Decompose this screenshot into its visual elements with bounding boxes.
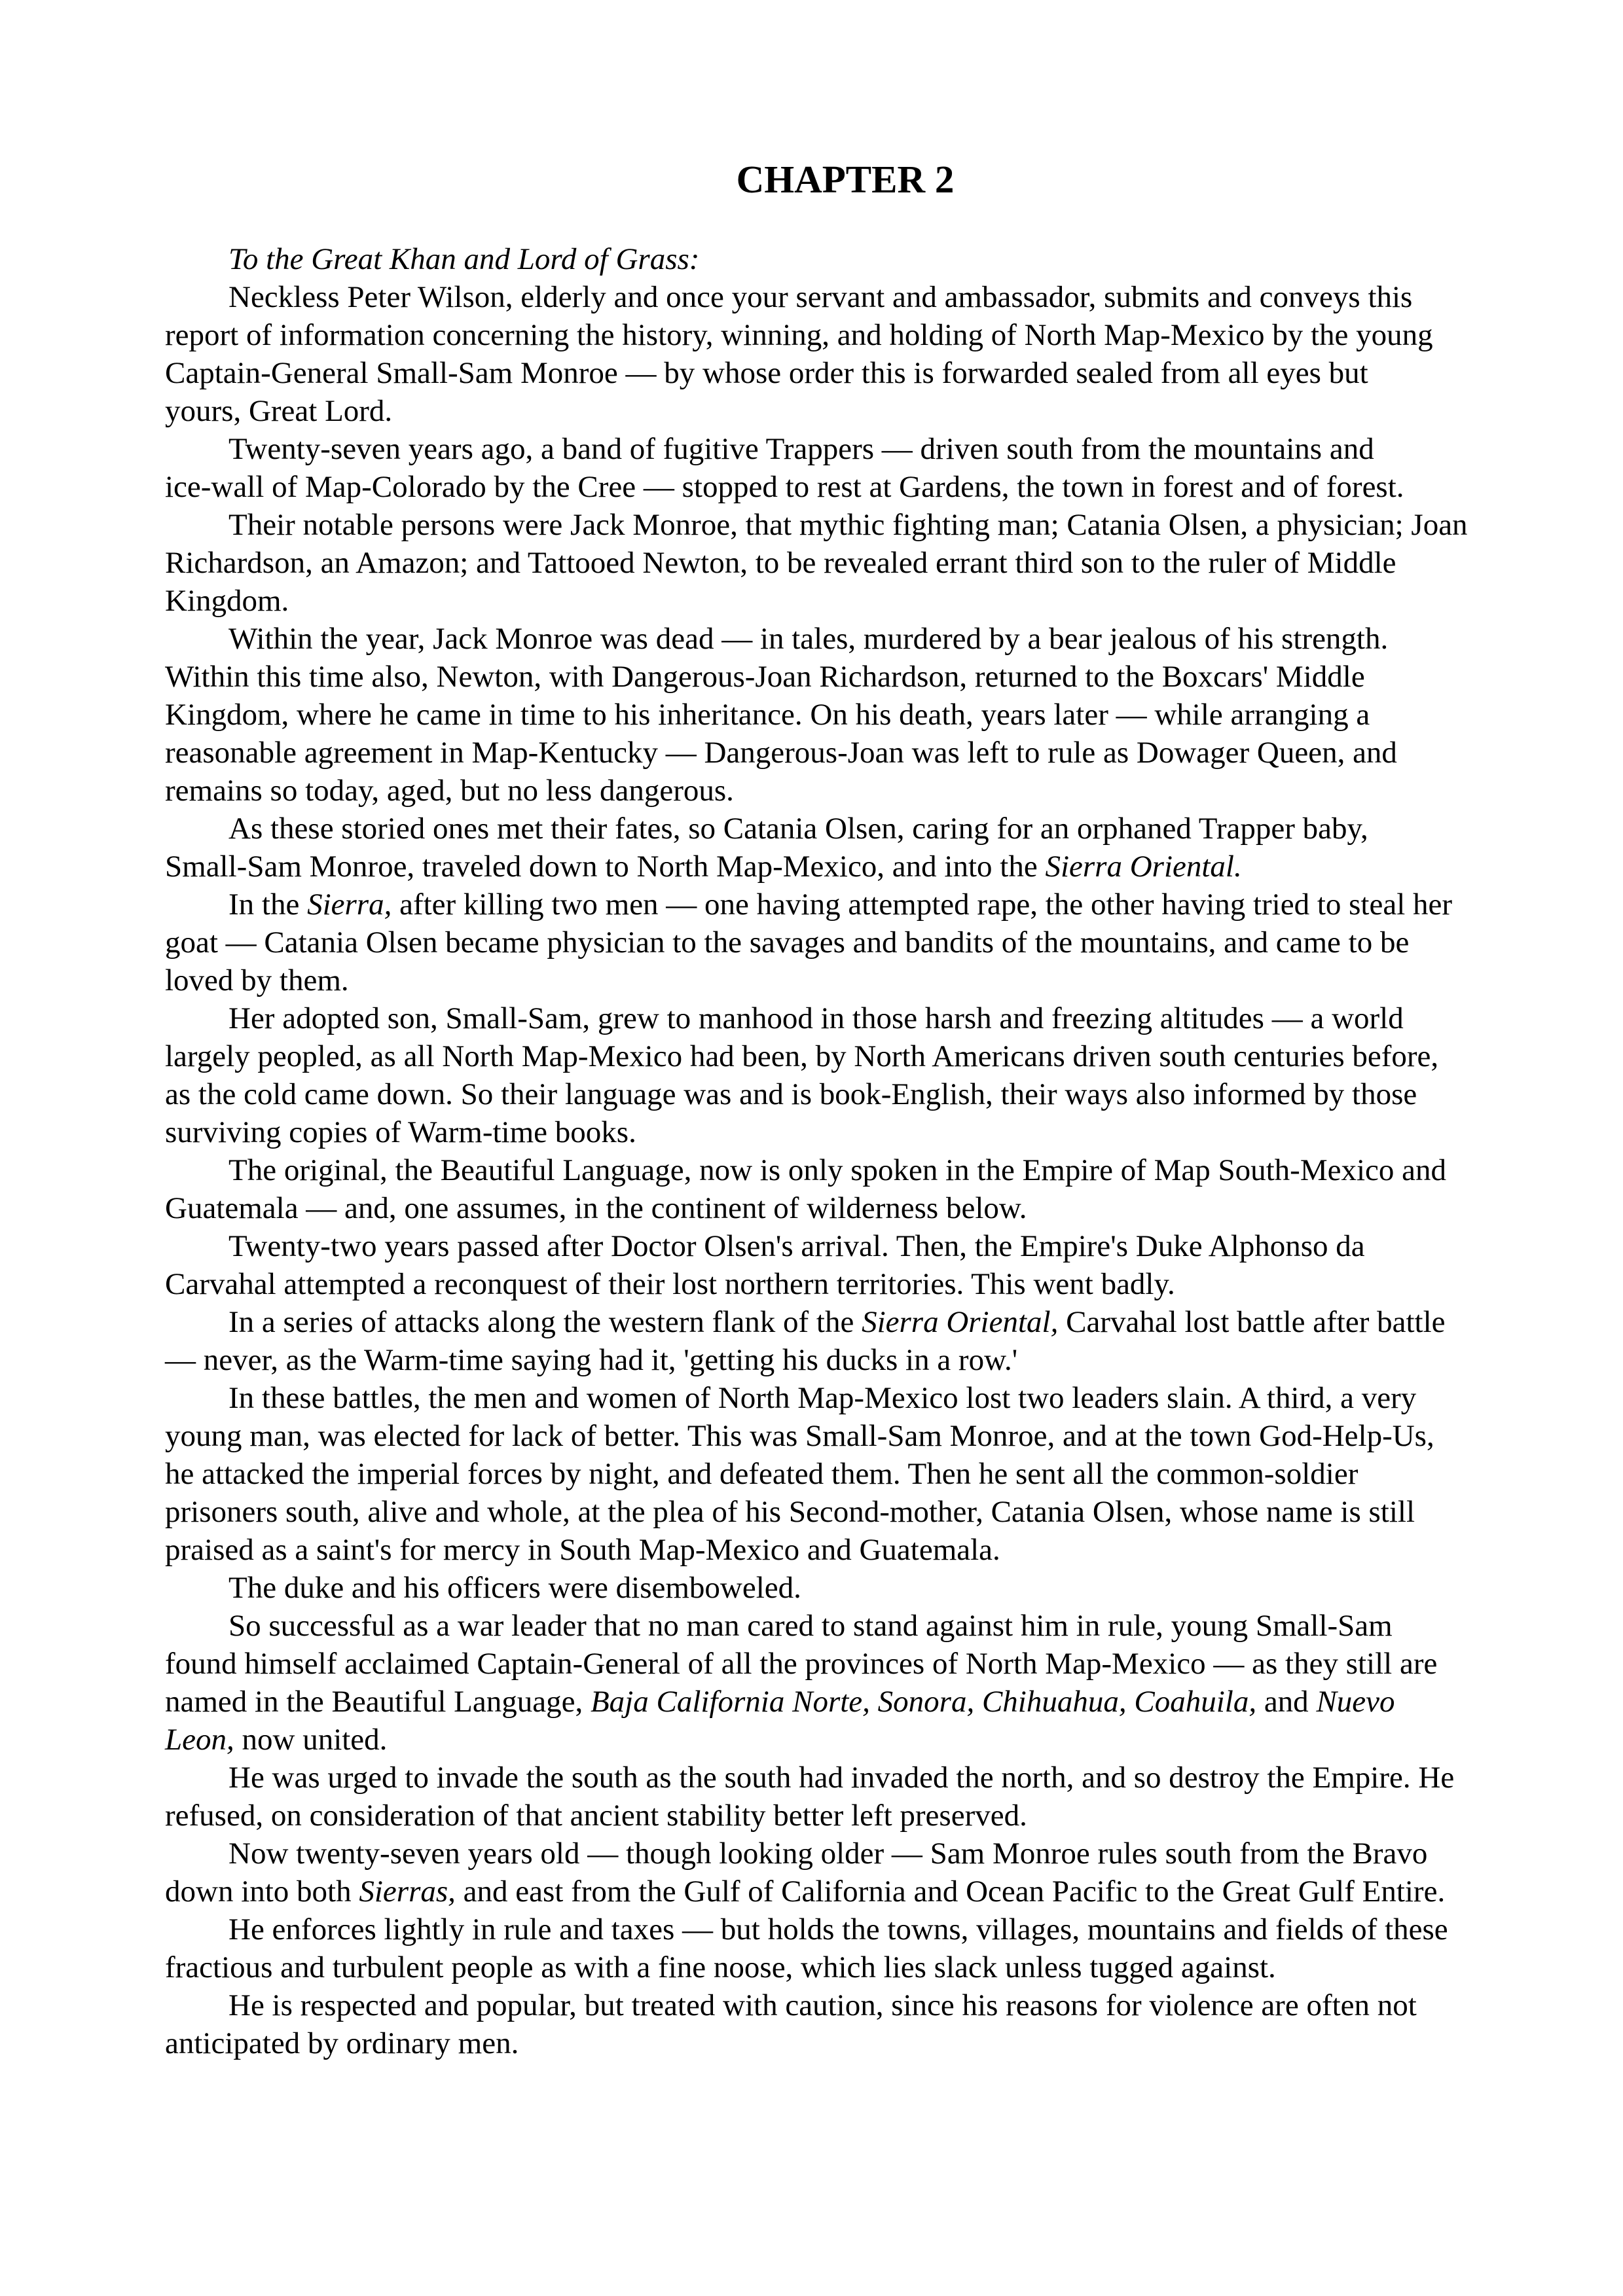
text-line: Twenty-two years passed after Doctor Olsen's arrival. Then, the Empire's Duke Alphonso da xyxy=(228,1229,1365,1263)
text-run: and east from the Gulf of California and Ocean Pacific to the Great Gulf Entire. xyxy=(455,1874,1446,1909)
italic-text: Sierras, xyxy=(359,1874,456,1909)
text-line: refused, on consideration of that ancient stability better left preserved. xyxy=(165,1799,1027,1833)
text-line: report of information concerning the history, winning, and holding of North Map-Mexico by the young xyxy=(165,318,1433,352)
text-line: As these storied ones met their fates, so Catania Olsen, caring for an orphaned Trapper baby, xyxy=(228,812,1368,846)
italic-text: Sierra Oriental, xyxy=(862,1305,1059,1339)
text-line: Twenty-seven years ago, a band of fugitive Trappers — driven south from the mountains and xyxy=(228,432,1374,466)
text-line: Kingdom. xyxy=(165,584,289,618)
paragraph xyxy=(165,620,1553,810)
text-line: In these battles, the men and women of North Map-Mexico lost two leaders slain. A third, a very xyxy=(228,1381,1417,1415)
text-line xyxy=(165,1303,1553,1341)
paragraph xyxy=(165,999,1553,1151)
text-line: Her adopted son, Small-Sam, grew to manhood in those harsh and freezing altitudes — a world xyxy=(228,1001,1404,1035)
text-line: — never, as the Warm-time saying had it, 'getting his ducks in a row.' xyxy=(165,1343,1018,1377)
text-line xyxy=(165,886,1553,924)
text-line: The duke and his officers were disemboweled. xyxy=(228,1571,801,1605)
text-line xyxy=(165,1721,1553,1759)
text-run: In the xyxy=(228,888,308,922)
text-line xyxy=(165,848,1553,886)
text-line: Within the year, Jack Monroe was dead — in tales, murdered by a bear jealous of his strength. xyxy=(228,622,1389,656)
paragraph xyxy=(165,1151,1553,1227)
text-line: he attacked the imperial forces by night, and defeated them. Then he sent all the common-soldier xyxy=(165,1457,1359,1491)
text-line: as the cold came down. So their language was and is book-English, their ways also informed by those xyxy=(165,1077,1417,1111)
text-line: Their notable persons were Jack Monroe, that mythic fighting man; Catania Olsen, a physician; Joan xyxy=(228,508,1468,542)
paragraph xyxy=(165,1227,1553,1303)
paragraph xyxy=(165,278,1553,430)
text-line: young man, was elected for lack of better. This was Small-Sam Monroe, and at the town God-Help-Us, xyxy=(165,1419,1434,1453)
text-line: Richardson, an Amazon; and Tattooed Newton, to be revealed errant third son to the ruler of Middle xyxy=(165,546,1396,580)
text-line: praised as a saint's for mercy in South Map-Mexico and Guatemala. xyxy=(165,1533,1000,1567)
text-line: prisoners south, alive and whole, at the plea of his Second-mother, Catania Olsen, whose name is still xyxy=(165,1495,1415,1529)
paragraph xyxy=(165,886,1553,999)
text-line: Neckless Peter Wilson, elderly and once your servant and ambassador, submits and conveys this xyxy=(228,280,1413,314)
text-line xyxy=(165,1873,1553,1910)
paragraph xyxy=(165,1835,1553,1910)
text-line: Captain-General Small-Sam Monroe — by whose order this is forwarded sealed from all eyes but xyxy=(165,356,1368,390)
paragraph xyxy=(165,506,1553,620)
chapter-body xyxy=(165,240,1553,2062)
paragraph xyxy=(165,1986,1553,2062)
paragraph xyxy=(165,1303,1553,1379)
text-line: loved by them. xyxy=(165,963,349,997)
text-run: named in the Beautiful Language, xyxy=(165,1685,591,1719)
text-run: Small-Sam Monroe, traveled down to North Map-Mexico, and into the xyxy=(165,850,1046,884)
italic-text: Sierra, xyxy=(307,888,392,922)
text-line: goat — Catania Olsen became physician to the savages and bandits of the mountains, and came to be xyxy=(165,925,1410,960)
text-run: down into both xyxy=(165,1874,359,1909)
text-line: The original, the Beautiful Language, now is only spoken in the Empire of Map South-Mexico and xyxy=(228,1153,1447,1187)
text-line: found himself acclaimed Captain-General of all the provinces of North Map-Mexico — as they still are xyxy=(165,1647,1438,1681)
text-run: and xyxy=(1256,1685,1317,1719)
text-line: Within this time also, Newton, with Dangerous-Joan Richardson, returned to the Boxcars' Middle xyxy=(165,660,1365,694)
text-run: In a series of attacks along the western flank of the xyxy=(228,1305,862,1339)
text-line: Guatemala — and, one assumes, in the continent of wilderness below. xyxy=(165,1191,1027,1225)
text-line xyxy=(165,240,1553,278)
text-run: after killing two men — one having attempted rape, the other having tried to steal her xyxy=(392,888,1453,922)
italic-text: Sierra Oriental. xyxy=(1045,850,1242,884)
text-line: fractious and turbulent people as with a fine noose, which lies slack unless tugged against. xyxy=(165,1950,1276,1984)
italic-text: Leon, xyxy=(165,1723,234,1757)
chapter-title: CHAPTER 2 xyxy=(736,158,955,201)
paragraph xyxy=(165,1910,1553,1986)
text-line: yours, Great Lord. xyxy=(165,394,393,428)
text-line: He enforces lightly in rule and taxes — but holds the towns, villages, mountains and fields of these xyxy=(228,1912,1448,1946)
italic-text: Nuevo xyxy=(1316,1685,1395,1719)
text-line: So successful as a war leader that no man cared to stand against him in rule, young Small-Sam xyxy=(228,1609,1393,1643)
text-line: Now twenty-seven years old — though looking older — Sam Monroe rules south from the Bravo xyxy=(228,1837,1428,1871)
paragraph xyxy=(165,1759,1553,1835)
text-line: He was urged to invade the south as the south had invaded the north, and so destroy the Empire. He xyxy=(228,1761,1455,1795)
italic-text: To the Great Khan and Lord of Grass: xyxy=(228,242,700,276)
text-line: reasonable agreement in Map-Kentucky — Dangerous-Joan was left to rule as Dowager Queen, and xyxy=(165,736,1397,770)
text-line: He is respected and popular, but treated with caution, since his reasons for violence are often not xyxy=(228,1988,1417,2022)
text-run: Carvahal lost battle after battle xyxy=(1058,1305,1446,1339)
text-line: Carvahal attempted a reconquest of their lost northern territories. This went badly. xyxy=(165,1267,1175,1301)
text-line xyxy=(165,1683,1553,1721)
text-line: anticipated by ordinary men. xyxy=(165,2026,519,2060)
paragraph xyxy=(165,810,1553,886)
paragraph xyxy=(165,430,1553,506)
paragraph xyxy=(165,1607,1553,1759)
paragraph xyxy=(165,1379,1553,1569)
text-run: now united. xyxy=(234,1723,388,1757)
text-line: Kingdom, where he came in time to his inheritance. On his death, years later — while arranging a xyxy=(165,698,1370,732)
text-line: largely peopled, as all North Map-Mexico had been, by North Americans driven south centuries before, xyxy=(165,1039,1439,1073)
text-line: surviving copies of Warm-time books. xyxy=(165,1115,636,1149)
paragraph xyxy=(165,240,1553,278)
text-line: remains so today, aged, but no less dangerous. xyxy=(165,774,734,808)
paragraph xyxy=(165,1569,1553,1607)
text-line: ice-wall of Map-Colorado by the Cree — stopped to rest at Gardens, the town in forest and of forest. xyxy=(165,470,1404,504)
italic-text: Baja California Norte, Sonora, Chihuahua, Coahuila, xyxy=(590,1685,1257,1719)
